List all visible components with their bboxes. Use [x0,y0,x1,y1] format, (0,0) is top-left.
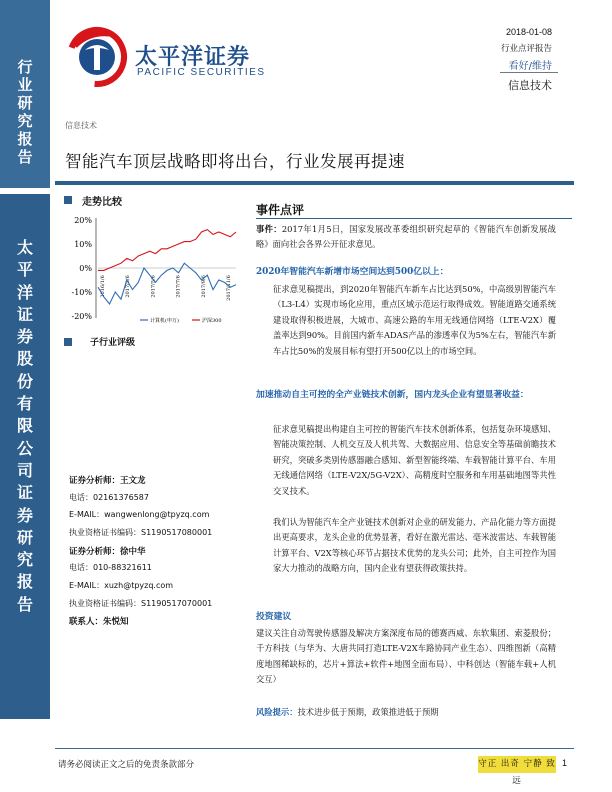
event-heading: 事件点评 [256,203,305,217]
page-number: 1 [562,758,568,768]
footer-disclaimer: 请务必阅读正文之后的免责条款部分 [58,760,195,770]
vchar: 究 [16,550,33,570]
analyst-2-email[interactable]: E-MAIL：xuzh@tpyzq.com [69,581,174,590]
report-category-vertical [0,58,50,166]
analyst-2-name [69,545,146,557]
vchar: 洋 [16,282,33,302]
vchar: 份 [16,371,33,391]
sub-industry-rating-heading: 子行业评级 [90,338,136,348]
market-space-heading: 2020年智能汽车新增市场空间达到500亿以上： [256,267,449,277]
page-title: 智能汽车顶层战略即将出台，行业发展再提速 [65,152,405,171]
event-key: 事件： [256,224,282,234]
vchar: 告 [16,594,33,614]
event-paragraph [256,222,556,253]
y-tick-label: -20% [71,312,92,321]
legend-label: 计算机(申万) [150,318,179,324]
company-vertical [0,237,50,616]
y-tick-label: 0% [79,264,92,273]
section-marker-icon [64,338,72,346]
vchar: 行 [17,58,33,76]
footer-divider [55,748,574,749]
analyst-1-cert: 执业资格证书编码：S1190517080001 [69,528,213,537]
x-tick-label: 2017/9/6 [200,275,207,298]
series-line-computer [98,263,236,304]
vchar: 业 [17,76,33,94]
vchar: 告 [17,148,33,166]
industry-rating: 看好/维持 [508,61,552,72]
report-date: 2018-01-08 [505,27,552,37]
trend-heading: 走势比较 [82,197,122,208]
section-marker-icon [64,196,72,204]
vchar: 平 [16,260,33,280]
risk-text: 技术进步低于预期，政策推进低于预期 [297,707,439,717]
event-text: 2017年1月5日，国家发展改革委组织研究起草的《智能汽车创新发展战略》面向社会各界公开征求意见。 [256,224,556,250]
title-rule [55,181,574,185]
analyst-1-role: 证券分析师：王文龙 [69,476,146,486]
x-tick-label: 2017/3/6 [125,275,132,298]
vchar: 司 [16,460,33,480]
y-tick-label: 10% [74,240,92,249]
opinion-text: 我们认为智能汽车全产业链技术创新对企业的研发能力、产品化能力等方面提出更高要求，龙头企业的优势显著，看好在激光雷达、毫米波雷达、车载智能计算平台、V2X等核心环节占据技术优势的龙头公司；此外，自主可控作为国家大力推动的战略方向，国内企业有望获得政策扶持。 [273,517,556,574]
vchar: 公 [16,438,33,458]
innovation-text: 征求意见稿提出构建自主可控的智能汽车技术创新体系，包括复杂环境感知、智能决策控制、人机交互及人机共驾、大数据应用、信息安全等基础前瞻技术研究，突破多类别传感器融合感知、新型智能终端、车载智能计算平台、车用无线通信网络（LTE-V2X/5G-V2X）、高精度时空服务和车用基础地图等共性交叉技术。 [273,424,556,496]
vchar: 报 [16,572,33,592]
risk-paragraph [256,705,556,720]
innovation-heading: 加速推动自主可控的全产业链技术创新，国内龙头企业有望显著收益： [256,390,529,400]
sector-label: 信息技术 [65,121,97,130]
vchar: 券 [16,505,33,525]
opinion-paragraph [256,515,556,577]
vchar: 研 [16,527,33,547]
innovation-paragraph [256,422,556,499]
report-type: 行业点评报告 [500,44,552,54]
market-space-text: 征求意见稿提出，到2020年智能汽车新车占比达到50%，中高级别智能汽车（L3-L4）实现市场化应用，重点区域示范运行取得成效。智能道路交通系统建设取得积极进展，大城市、高速公路的车用无线通信网络（LTE-V2X）覆盖率达到90%。目前国内新车ADAS产品的渗透率仅为5%左右，智能汽车新车占比50%的发展目标有望打开500亿以上的市场空间。 [273,284,556,356]
x-tick-label: 2017/7/6 [175,275,182,298]
investment-heading: 投资建议 [256,612,292,622]
analyst-2-role: 证券分析师：徐中华 [69,547,146,557]
vchar: 研 [17,94,33,112]
risk-key: 风险提示： [256,707,298,717]
analyst-2-phone: 电话：010-88321611 [69,563,152,572]
y-tick-label: -10% [71,288,92,297]
brand-name-en: PACIFIC SECURITIES [137,67,266,78]
trend-chart [62,212,240,328]
analyst-1-name [69,474,146,486]
event-rule [256,218,572,219]
legend-label: 沪深300 [202,318,222,324]
vchar: 有 [16,394,33,414]
investment-text: 建议关注自动驾驶传感器及解决方案深度布局的德赛西威、东软集团、索菱股份；千方科技（与华为、大唐共同打造LTE-V2X车路协同产业生态）、四维图新（高精度地图稀缺标的，芯片+算法+软件+地图全面布局）、中科创达（智能车载+人机交互） [256,628,556,685]
contact-name: 联系人：朱悦知 [69,617,129,627]
x-tick-label: 2017/11/6 [226,275,232,301]
vchar: 证 [16,483,33,503]
series-line-hs300 [98,230,236,271]
header-divider [500,72,558,73]
analyst-2-cert: 执业资格证书编码：S1190517070001 [69,599,213,608]
vchar: 报 [17,130,33,148]
brand-name-cn: 太平洋证券 [135,45,251,70]
footer-motto: 守正 出奇 宁静 致远 [478,756,556,773]
y-tick-label: 20% [74,216,92,225]
x-tick-label: 2017/5/6 [150,275,157,298]
market-space-paragraph [256,282,556,359]
sidebar [0,0,50,792]
pacific-logo-icon [65,26,129,88]
industry-name: 信息技术 [508,79,552,92]
vchar: 究 [17,112,33,130]
vchar: 证 [16,304,33,324]
contact-person [69,615,129,627]
vchar: 限 [16,416,33,436]
vchar: 券 [16,327,33,347]
analyst-1-email[interactable]: E-MAIL：wangwenlong@tpyzq.com [69,510,210,519]
analyst-1-phone: 电话：02161376587 [69,493,149,502]
vchar: 太 [16,238,33,257]
vchar: 股 [16,349,33,369]
x-tick-label: 2016/1/6 [100,275,106,298]
